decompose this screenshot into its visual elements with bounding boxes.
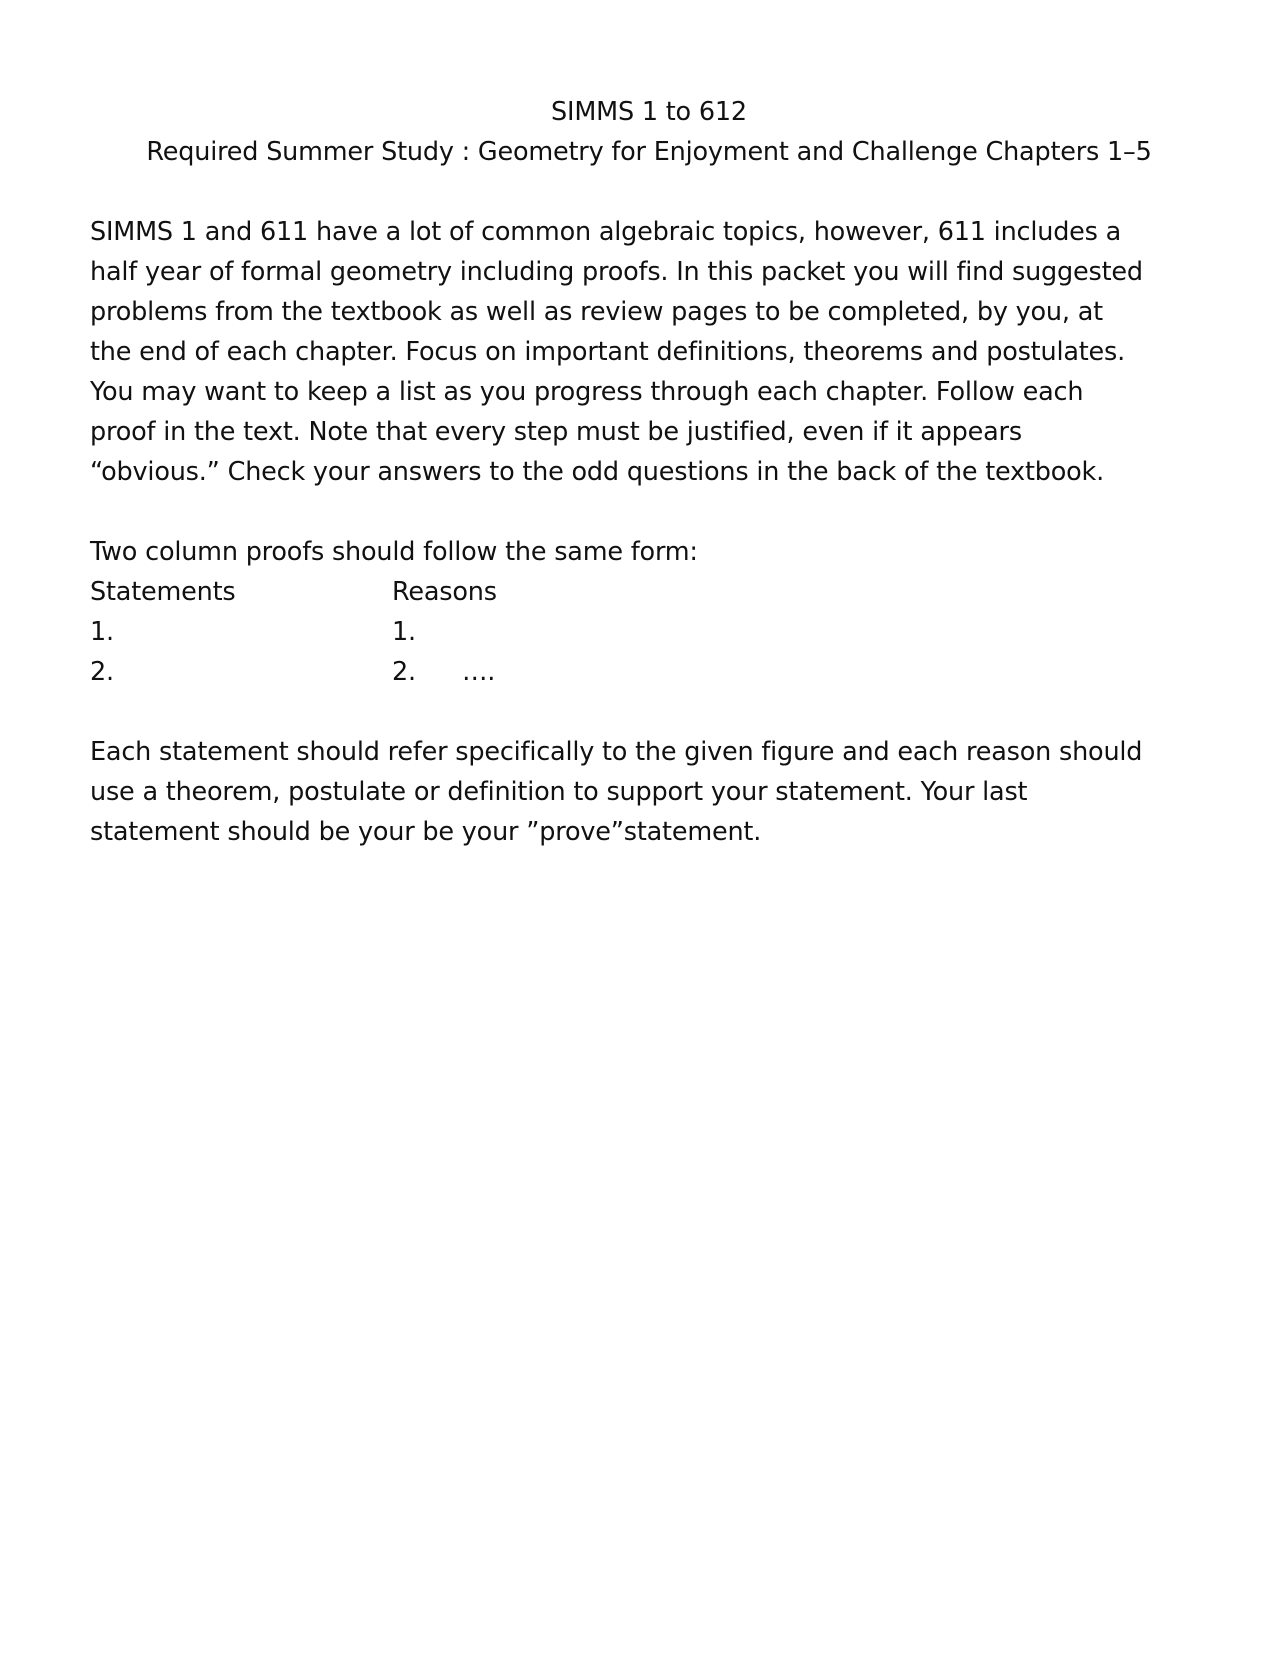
statement-cell: 2. (90, 657, 114, 687)
closing-line: Each statement should refer specifically to the given figure and each reason should (90, 737, 1143, 767)
proof-header-row (90, 572, 1200, 612)
closing-line: use a theorem, postulate or definition to support your statement. Your last (90, 777, 1028, 807)
closing-line: statement should be your be your ”prove”statement. (90, 817, 762, 847)
intro-line: half year of formal geometry including proofs. In this packet you will find suggested (90, 257, 1143, 287)
reason-cell (392, 612, 992, 652)
reason-number: 1. (392, 617, 416, 647)
page-subtitle: Required Summer Study : Geometry for Enjoyment and Challenge Chapters 1–5 (146, 137, 1152, 167)
proof-row (90, 652, 1200, 692)
two-column-proof-template (90, 572, 1200, 692)
closing-paragraph (90, 732, 1200, 852)
header (98, 92, 1200, 172)
continuation-ellipsis: …. (461, 657, 496, 687)
intro-line: the end of each chapter. Focus on important definitions, theorems and postulates. (90, 337, 1126, 367)
document-content (90, 92, 1200, 852)
reason-cell (392, 652, 992, 692)
proof-form-section (90, 532, 1200, 692)
intro-line: You may want to keep a list as you progress through each chapter. Follow each (90, 377, 1084, 407)
intro-line: SIMMS 1 and 611 have a lot of common algebraic topics, however, 611 includes a (90, 217, 1122, 247)
statements-header: Statements (90, 577, 236, 607)
proof-form-intro: Two column proofs should follow the same form: (90, 537, 698, 567)
reasons-header: Reasons (392, 577, 497, 607)
intro-line: “obvious.” Check your answers to the odd questions in the back of the textbook. (90, 457, 1105, 487)
page-title: SIMMS 1 to 612 (551, 97, 747, 127)
intro-line: problems from the textbook as well as review pages to be completed, by you, at (90, 297, 1103, 327)
reason-number: 2. (392, 657, 416, 687)
proof-row (90, 612, 1200, 652)
statement-cell: 1. (90, 617, 114, 647)
intro-line: proof in the text. Note that every step must be justified, even if it appears (90, 417, 1022, 447)
intro-paragraph (90, 212, 1200, 492)
